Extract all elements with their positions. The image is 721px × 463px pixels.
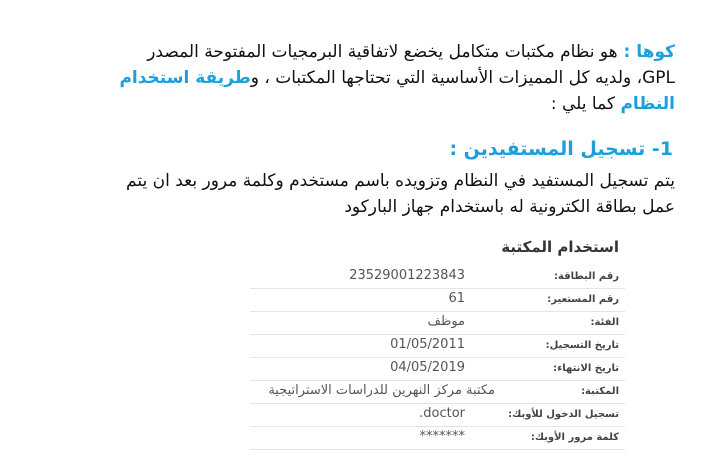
row-label: رقم المستعير:	[547, 294, 619, 305]
intro-colon: :	[617, 42, 637, 62]
table-row	[250, 427, 625, 450]
row-value: *******	[419, 429, 465, 444]
table-row	[250, 381, 625, 404]
system-usage-highlight: طريقة استخدام النظام	[119, 68, 675, 114]
row-label: تاريخ الانتهاء:	[553, 363, 619, 374]
row-label: المكتبة:	[581, 386, 619, 397]
intro-text: هو نظام مكتبات متكامل يخضع لاتفاقية البرمجيات المفتوحة المصدر GPL، ولديه كل المميزات الأساسية التي تحتاجها المكتبات ، و	[147, 42, 675, 88]
row-value: 01/05/2011	[390, 337, 465, 352]
row-label: تسجيل الدخول للأوبك:	[508, 409, 619, 420]
intro-text-end: كما يلي :	[550, 94, 621, 114]
row-label: رقم البطاقة:	[554, 271, 619, 282]
table-row	[250, 266, 625, 289]
table-row	[250, 335, 625, 358]
patron-info-panel	[250, 232, 625, 463]
intro-paragraph	[115, 39, 675, 117]
row-label: تاريخ التسجيل:	[545, 340, 619, 351]
row-value: 23529001223843	[349, 268, 465, 283]
table-row	[250, 404, 625, 427]
row-value: doctor.	[419, 406, 465, 421]
row-value: مكتبة مركز النهرين للدراسات الاستراتيجية	[268, 383, 495, 398]
row-value: موظف	[427, 314, 465, 329]
row-label: كلمة مرور الأوبك:	[530, 432, 619, 443]
table-row	[250, 289, 625, 312]
section-title: 1- تسجيل المستفيدين :	[449, 138, 673, 160]
row-value: 61	[448, 291, 465, 306]
koha-brand: كوها	[636, 42, 675, 62]
row-label: الفئة:	[590, 317, 619, 328]
panel-title: استخدام المكتبة	[501, 238, 619, 256]
row-value: 04/05/2019	[390, 360, 465, 375]
section-body: يتم تسجيل المستفيد في النظام وتزويده باسم مستخدم وكلمة مرور بعد ان يتم عمل بطاقة الكترونية له باستخدام جهاز الباركود	[126, 171, 675, 217]
table-row	[250, 358, 625, 381]
table-row	[250, 312, 625, 335]
